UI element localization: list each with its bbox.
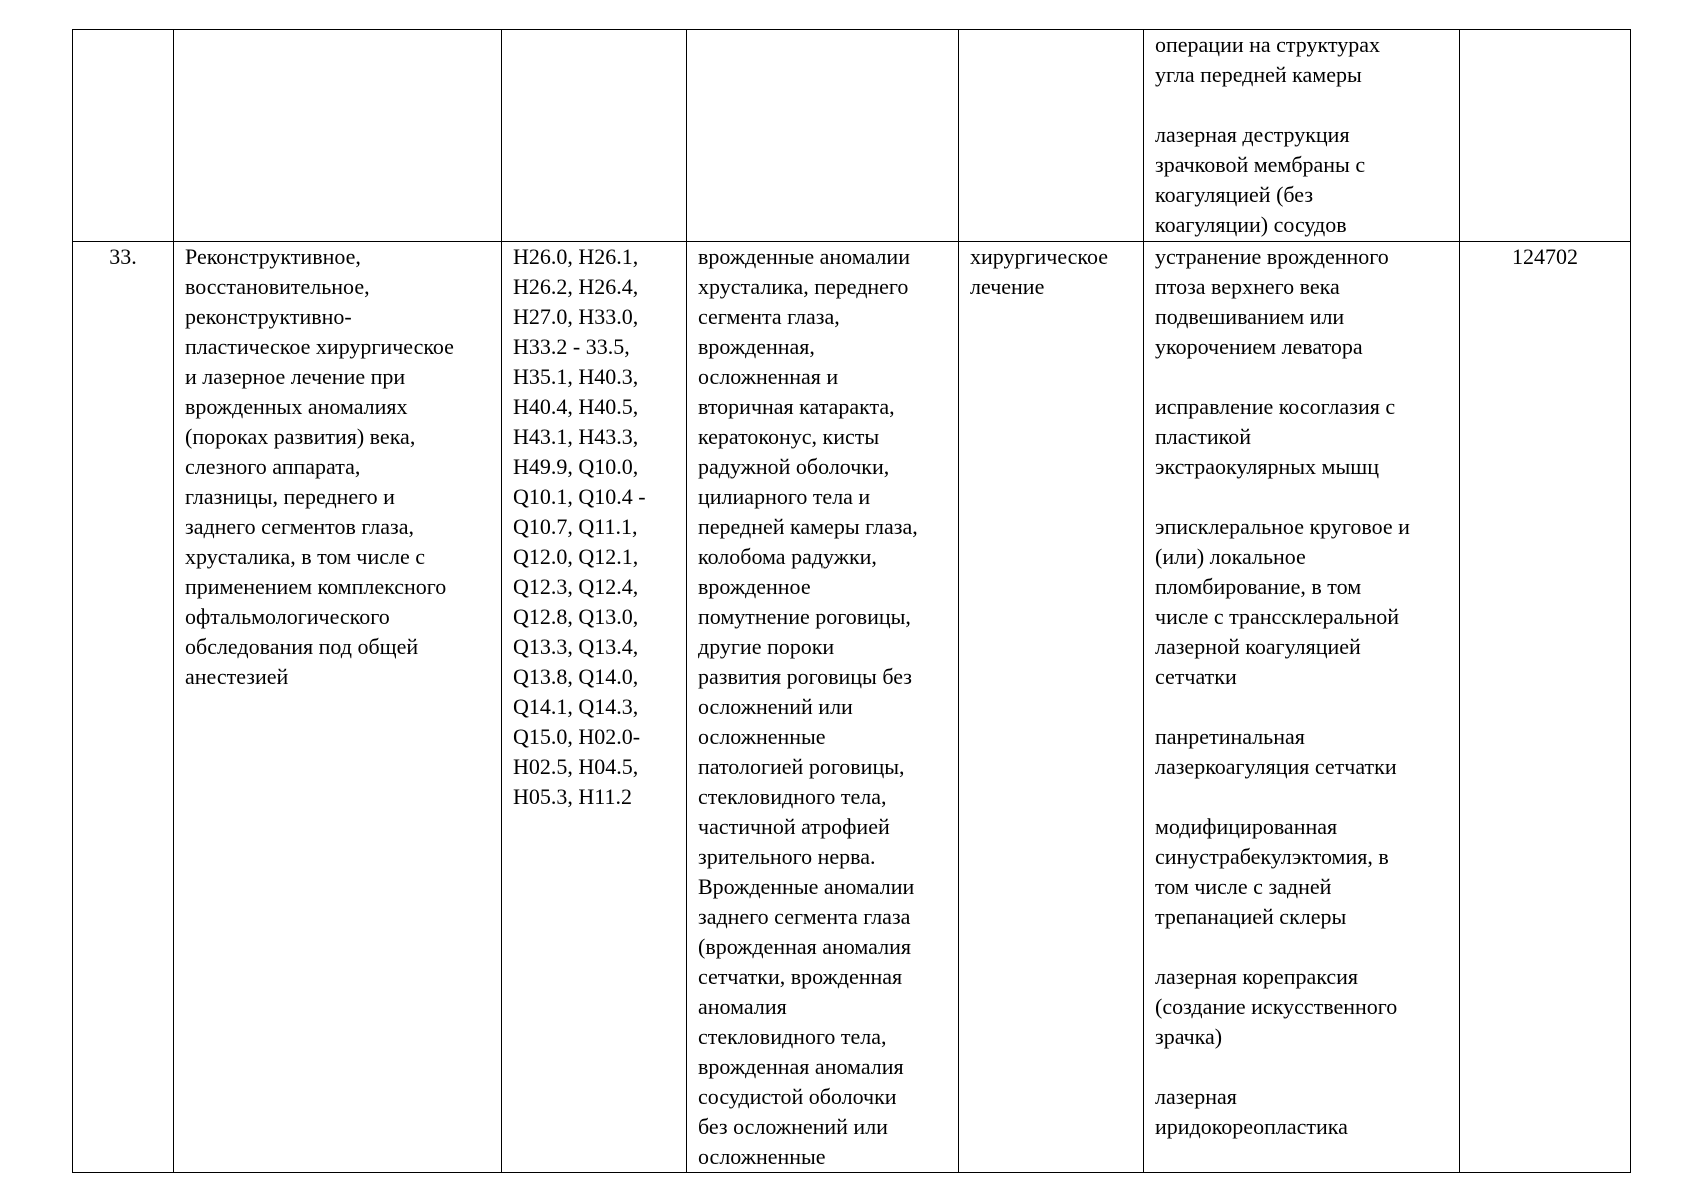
treatment-type: хирургическое лечение	[970, 244, 1109, 299]
cell-number	[73, 242, 174, 1173]
table-row-continuation	[73, 30, 1631, 242]
method-item: лазерная корепраксия (создание искусственного зрачка)	[1155, 964, 1398, 1049]
row-number: 33.	[109, 244, 137, 269]
method-item: модифицированная синустрабекулэктомия, в том числе с задней трепанацией склеры	[1155, 814, 1389, 929]
method-item: исправление косоглазия с пластикой экстраокулярных мышц	[1155, 394, 1396, 479]
cell-name-empty	[174, 30, 502, 242]
cell-model-empty	[687, 30, 959, 242]
price-value: 124702	[1512, 244, 1578, 269]
cell-number-empty	[73, 30, 174, 242]
method-item: лазерная иридокореопластика	[1155, 1084, 1348, 1139]
method-item: лазерная деструкция зрачковой мембраны с коагуляцией (без коагуляции) сосудов	[1155, 122, 1366, 237]
medical-care-table	[72, 29, 1631, 1173]
method-item: устранение врожденного птоза верхнего века подвешиванием или укорочением леватора	[1155, 244, 1389, 359]
patient-model: врожденные аномалии хрусталика, переднего сегмента глаза, врожденная, осложненная и вторичная катаракта, кератоконус, кисты радужной оболочки, цилиарного тела и передней камеры глаза, колобома радужки, врожденное помутнение роговицы, другие пороки развития роговицы без осложнений или осложненные патологией роговицы, стекловидного тела, частичной атрофией зрительного нерва. Врожденные аномалии заднего сегмента глаза (врожденная аномалия сетчатки, врожденная аномалия стекловидного тела, врожденная аномалия сосудистой оболочки без осложнений или осложненные	[698, 244, 918, 1169]
cell-treatment	[959, 242, 1144, 1173]
icd-codes: H26.0, H26.1, H26.2, H26.4, H27.0, H33.0, H33.2 - 33.5, H35.1, H40.3, H40.4, H40.5, H43.1, H43.3, H49.9, Q10.0, Q10.1, Q10.4 - Q10.7, Q11.1, Q12.0, Q12.1, Q12.3, Q12.4, Q12.8, Q13.0, Q13.3, Q13.4, Q13.8, Q14.0, Q14.1, Q14.3, Q15.0, H02.0- H02.5, H04.5, H05.3, H11.2	[513, 244, 646, 809]
method-item: операции на структурах угла передней камеры	[1155, 32, 1381, 87]
cell-codes-empty	[502, 30, 687, 242]
cell-codes	[502, 242, 687, 1173]
cell-methods	[1144, 242, 1460, 1173]
cell-methods	[1144, 30, 1460, 242]
cell-price-empty	[1460, 30, 1631, 242]
document-page	[72, 29, 1630, 1171]
cell-name	[174, 242, 502, 1173]
cell-model	[687, 242, 959, 1173]
cell-treatment-empty	[959, 30, 1144, 242]
table-row-33	[73, 242, 1631, 1173]
method-item: эписклеральное круговое и (или) локальное пломбирование, в том числе с транссклеральной лазерной коагуляцией сетчатки	[1155, 514, 1410, 689]
method-item: панретинальная лазеркоагуляция сетчатки	[1155, 724, 1397, 779]
care-type-name: Реконструктивное, восстановительное, реконструктивно- пластическое хирургическое и лазерное лечение при врожденных аномалиях (пороках развития) века, слезного аппарата, глазницы, переднего и заднего сегментов глаза, хрусталика, в том числе с применением комплексного офтальмологического обследования под общей анестезией	[185, 244, 454, 689]
cell-price	[1460, 242, 1631, 1173]
